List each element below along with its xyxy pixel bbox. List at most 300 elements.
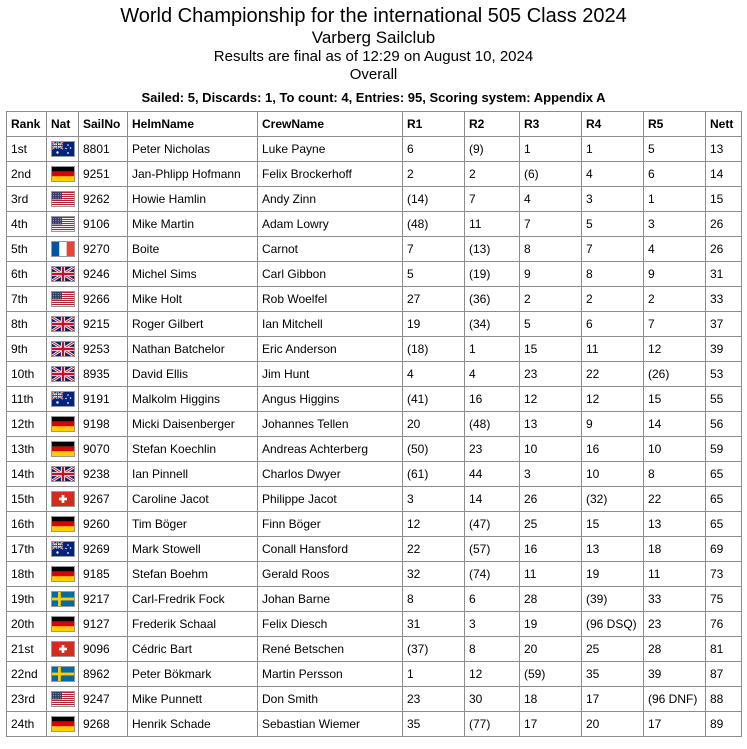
col-header-nett: Nett [706,112,742,137]
nett-cell: 65 [706,512,742,537]
col-header-rank: Rank [7,112,47,137]
helm-name-cell: Frederik Schaal [128,612,258,637]
rank-cell: 20th [7,612,47,637]
nett-cell: 55 [706,387,742,412]
rank-cell: 5th [7,237,47,262]
r1-cell: 12 [403,512,465,537]
r1-cell: (41) [403,387,465,412]
r4-cell: 8 [582,262,644,287]
table-row [7,362,742,387]
nation-cell [47,637,79,662]
r2-cell: 8 [465,637,520,662]
r1-cell: 1 [403,662,465,687]
sailno-cell: 9106 [79,212,128,237]
crew-name-cell: Carnot [258,237,403,262]
r2-cell: (19) [465,262,520,287]
r5-cell: 18 [644,537,706,562]
crew-name-cell: Andy Zinn [258,187,403,212]
sailno-cell: 9266 [79,287,128,312]
nation-cell [47,137,79,162]
r4-cell: 35 [582,662,644,687]
helm-name-cell: Carl-Fredrik Fock [128,587,258,612]
r3-cell: 1 [520,137,582,162]
nett-cell: 89 [706,712,742,737]
crew-name-cell: Angus Higgins [258,387,403,412]
nett-cell: 53 [706,362,742,387]
helm-name-cell: Mark Stowell [128,537,258,562]
rank-cell: 4th [7,212,47,237]
sailno-cell: 9246 [79,262,128,287]
table-row [7,462,742,487]
r5-cell: 8 [644,462,706,487]
r4-cell: 5 [582,212,644,237]
r1-cell: (50) [403,437,465,462]
crew-name-cell: René Betschen [258,637,403,662]
flag-aus-icon [51,141,75,157]
nation-cell [47,462,79,487]
table-row [7,662,742,687]
crew-name-cell: Charlos Dwyer [258,462,403,487]
r2-cell: 3 [465,612,520,637]
helm-name-cell: Peter Nicholas [128,137,258,162]
table-row [7,412,742,437]
r5-cell: 11 [644,562,706,587]
crew-name-cell: Rob Woelfel [258,287,403,312]
r3-cell: 15 [520,337,582,362]
sailno-cell: 8801 [79,137,128,162]
r3-cell: 18 [520,687,582,712]
r3-cell: 25 [520,512,582,537]
helm-name-cell: Nathan Batchelor [128,337,258,362]
sailno-cell: 9270 [79,237,128,262]
r3-cell: 4 [520,187,582,212]
table-row [7,687,742,712]
r2-cell: (48) [465,412,520,437]
rank-cell: 24th [7,712,47,737]
r2-cell: 1 [465,337,520,362]
r2-cell: 4 [465,362,520,387]
table-row [7,512,742,537]
results-body [7,137,742,737]
table-row [7,437,742,462]
club-name: Varberg Sailclub [311,28,436,47]
nett-cell: 81 [706,637,742,662]
sailno-cell: 9217 [79,587,128,612]
r4-cell: 2 [582,287,644,312]
r1-cell: (37) [403,637,465,662]
r2-cell: 7 [465,187,520,212]
crew-name-cell: Sebastian Wiemer [258,712,403,737]
r1-cell: (48) [403,212,465,237]
table-row [7,262,742,287]
r1-cell: 19 [403,312,465,337]
r5-cell: (96 DNF) [644,687,706,712]
r4-cell: 4 [582,162,644,187]
r5-cell: 12 [644,337,706,362]
crew-name-cell: Martin Persson [258,662,403,687]
rank-cell: 17th [7,537,47,562]
rank-cell: 21st [7,637,47,662]
nett-cell: 37 [706,312,742,337]
nation-cell [47,337,79,362]
nation-cell [47,562,79,587]
r4-cell: 16 [582,437,644,462]
r5-cell: 17 [644,712,706,737]
crew-name-cell: Finn Böger [258,512,403,537]
r4-cell: 20 [582,712,644,737]
table-row [7,612,742,637]
r2-cell: (13) [465,237,520,262]
helm-name-cell: Cédric Bart [128,637,258,662]
r1-cell: 6 [403,137,465,162]
nett-cell: 65 [706,462,742,487]
table-row [7,287,742,312]
table-row [7,637,742,662]
flag-ger-icon [51,516,75,532]
nation-cell [47,612,79,637]
results-header [0,0,747,106]
flag-swe-icon [51,666,75,682]
nett-cell: 15 [706,187,742,212]
nation-cell [47,312,79,337]
r1-cell: 31 [403,612,465,637]
flag-ger-icon [51,416,75,432]
r5-cell: 22 [644,487,706,512]
r4-cell: (32) [582,487,644,512]
flag-ger-icon [51,441,75,457]
nett-cell: 88 [706,687,742,712]
r5-cell: 13 [644,512,706,537]
nett-cell: 65 [706,487,742,512]
nation-cell [47,362,79,387]
r3-cell: (59) [520,662,582,687]
sailno-cell: 9262 [79,187,128,212]
helm-name-cell: Peter Bökmark [128,662,258,687]
flag-usa-icon [51,291,75,307]
r3-cell: 16 [520,537,582,562]
nation-cell [47,162,79,187]
flag-fra-icon [51,241,75,257]
r2-cell: 6 [465,587,520,612]
r1-cell: 27 [403,287,465,312]
sailno-cell: 9127 [79,612,128,637]
crew-name-cell: Adam Lowry [258,212,403,237]
nation-cell [47,262,79,287]
r5-cell: 28 [644,637,706,662]
r5-cell: 10 [644,437,706,462]
helm-name-cell: Henrik Schade [128,712,258,737]
helm-name-cell: Tim Böger [128,512,258,537]
col-header-r1: R1 [403,112,465,137]
sailno-cell: 8962 [79,662,128,687]
flag-ger-icon [51,166,75,182]
r1-cell: 35 [403,712,465,737]
helm-name-cell: Micki Daisenberger [128,412,258,437]
r2-cell: 23 [465,437,520,462]
col-header-r4: R4 [582,112,644,137]
results-table [6,111,742,737]
r2-cell: (34) [465,312,520,337]
crew-name-cell: Conall Hansford [258,537,403,562]
r3-cell: 11 [520,562,582,587]
r2-cell: 11 [465,212,520,237]
nett-cell: 76 [706,612,742,637]
r3-cell: 19 [520,612,582,637]
r4-cell: 3 [582,187,644,212]
nett-cell: 26 [706,212,742,237]
helm-name-cell: Mike Martin [128,212,258,237]
table-header-row [7,112,742,137]
flag-usa-icon [51,191,75,207]
rank-cell: 11th [7,387,47,412]
r5-cell: 5 [644,137,706,162]
flag-ger-icon [51,616,75,632]
nation-cell [47,212,79,237]
crew-name-cell: Carl Gibbon [258,262,403,287]
rank-cell: 3rd [7,187,47,212]
r2-cell: 14 [465,487,520,512]
r2-cell: (36) [465,287,520,312]
r5-cell: 3 [644,212,706,237]
rank-cell: 6th [7,262,47,287]
helm-name-cell: Mike Holt [128,287,258,312]
nation-cell [47,187,79,212]
flag-gbr-icon [51,466,75,482]
r3-cell: 7 [520,212,582,237]
nett-cell: 59 [706,437,742,462]
table-row [7,562,742,587]
r5-cell: 6 [644,162,706,187]
sailno-cell: 9070 [79,437,128,462]
nett-cell: 26 [706,237,742,262]
r4-cell: 6 [582,312,644,337]
helm-name-cell: Malkolm Higgins [128,387,258,412]
flag-usa-icon [51,216,75,232]
flag-ger-icon [51,716,75,732]
rank-cell: 19th [7,587,47,612]
col-header-r3: R3 [520,112,582,137]
r4-cell: (96 DSQ) [582,612,644,637]
r3-cell: 28 [520,587,582,612]
crew-name-cell: Johan Barne [258,587,403,612]
r1-cell: 20 [403,412,465,437]
nett-cell: 75 [706,587,742,612]
table-row [7,187,742,212]
sailno-cell: 8935 [79,362,128,387]
nation-cell [47,237,79,262]
flag-sui-icon [51,491,75,507]
r3-cell: (6) [520,162,582,187]
crew-name-cell: Don Smith [258,687,403,712]
r5-cell: 23 [644,612,706,637]
crew-name-cell: Luke Payne [258,137,403,162]
r5-cell: 9 [644,262,706,287]
nation-cell [47,437,79,462]
r3-cell: 8 [520,237,582,262]
sailno-cell: 9096 [79,637,128,662]
table-row [7,712,742,737]
table-row [7,537,742,562]
sailno-cell: 9215 [79,312,128,337]
helm-name-cell: David Ellis [128,362,258,387]
sailno-cell: 9251 [79,162,128,187]
r5-cell: 4 [644,237,706,262]
nation-cell [47,487,79,512]
table-row [7,487,742,512]
r5-cell: 2 [644,287,706,312]
rank-cell: 14th [7,462,47,487]
r4-cell: 19 [582,562,644,587]
rank-cell: 7th [7,287,47,312]
r5-cell: 39 [644,662,706,687]
crew-name-cell: Gerald Roos [258,562,403,587]
crew-name-cell: Andreas Achterberg [258,437,403,462]
r2-cell: 12 [465,662,520,687]
r2-cell: (57) [465,537,520,562]
table-row [7,587,742,612]
sailno-cell: 9185 [79,562,128,587]
r1-cell: 3 [403,487,465,512]
r2-cell: (74) [465,562,520,587]
nett-cell: 31 [706,262,742,287]
series-summary: Sailed: 5, Discards: 1, To count: 4, Entries: 95, Scoring system: Appendix A [141,90,606,105]
r1-cell: 32 [403,562,465,587]
r5-cell: 14 [644,412,706,437]
table-row [7,137,742,162]
r5-cell: (26) [644,362,706,387]
nation-cell [47,687,79,712]
r1-cell: 7 [403,237,465,262]
col-header-helmname: HelmName [128,112,258,137]
sailno-cell: 9253 [79,337,128,362]
crew-name-cell: Felix Brockerhoff [258,162,403,187]
flag-gbr-icon [51,316,75,332]
nett-cell: 56 [706,412,742,437]
col-header-sailno: SailNo [79,112,128,137]
r3-cell: 3 [520,462,582,487]
rank-cell: 10th [7,362,47,387]
r1-cell: (18) [403,337,465,362]
flag-sui-icon [51,641,75,657]
r4-cell: 12 [582,387,644,412]
r3-cell: 26 [520,487,582,512]
r3-cell: 12 [520,387,582,412]
r5-cell: 15 [644,387,706,412]
r4-cell: 10 [582,462,644,487]
r3-cell: 2 [520,287,582,312]
r1-cell: 5 [403,262,465,287]
r2-cell: 2 [465,162,520,187]
table-row [7,162,742,187]
rank-cell: 2nd [7,162,47,187]
r3-cell: 13 [520,412,582,437]
rank-cell: 9th [7,337,47,362]
r4-cell: 13 [582,537,644,562]
table-row [7,387,742,412]
results-status: Results are final as of 12:29 on August 10, 2024 [213,48,534,65]
nett-cell: 39 [706,337,742,362]
sailno-cell: 9247 [79,687,128,712]
nation-cell [47,512,79,537]
r2-cell: 44 [465,462,520,487]
r4-cell: 11 [582,337,644,362]
crew-name-cell: Ian Mitchell [258,312,403,337]
r1-cell: 8 [403,587,465,612]
crew-name-cell: Philippe Jacot [258,487,403,512]
r2-cell: (47) [465,512,520,537]
r4-cell: 22 [582,362,644,387]
r1-cell: 23 [403,687,465,712]
nation-cell [47,412,79,437]
rank-cell: 1st [7,137,47,162]
r4-cell: 9 [582,412,644,437]
helm-name-cell: Mike Punnett [128,687,258,712]
r3-cell: 20 [520,637,582,662]
sailno-cell: 9260 [79,512,128,537]
helm-name-cell: Stefan Boehm [128,562,258,587]
rank-cell: 18th [7,562,47,587]
r4-cell: 15 [582,512,644,537]
rank-cell: 8th [7,312,47,337]
rank-cell: 16th [7,512,47,537]
r4-cell: 17 [582,687,644,712]
r3-cell: 5 [520,312,582,337]
r3-cell: 9 [520,262,582,287]
r5-cell: 33 [644,587,706,612]
nett-cell: 87 [706,662,742,687]
table-row [7,237,742,262]
r4-cell: (39) [582,587,644,612]
nett-cell: 33 [706,287,742,312]
r2-cell: 16 [465,387,520,412]
r4-cell: 7 [582,237,644,262]
col-header-r5: R5 [644,112,706,137]
nett-cell: 14 [706,162,742,187]
col-header-r2: R2 [465,112,520,137]
flag-gbr-icon [51,341,75,357]
r3-cell: 10 [520,437,582,462]
nation-cell [47,712,79,737]
table-row [7,312,742,337]
sailno-cell: 9191 [79,387,128,412]
sailno-cell: 9267 [79,487,128,512]
rank-cell: 22nd [7,662,47,687]
flag-usa-icon [51,691,75,707]
flag-aus-icon [51,391,75,407]
r2-cell: 30 [465,687,520,712]
results-category: Overall [349,66,398,83]
r1-cell: 2 [403,162,465,187]
helm-name-cell: Stefan Koechlin [128,437,258,462]
table-row [7,212,742,237]
sailno-cell: 9268 [79,712,128,737]
nett-cell: 13 [706,137,742,162]
r1-cell: (14) [403,187,465,212]
nation-cell [47,287,79,312]
crew-name-cell: Felix Diesch [258,612,403,637]
r2-cell: (77) [465,712,520,737]
table-row [7,337,742,362]
r4-cell: 1 [582,137,644,162]
flag-swe-icon [51,591,75,607]
rank-cell: 13th [7,437,47,462]
helm-name-cell: Ian Pinnell [128,462,258,487]
flag-aus-icon [51,541,75,557]
sailno-cell: 9269 [79,537,128,562]
helm-name-cell: Roger Gilbert [128,312,258,337]
r1-cell: 22 [403,537,465,562]
sailno-cell: 9198 [79,412,128,437]
